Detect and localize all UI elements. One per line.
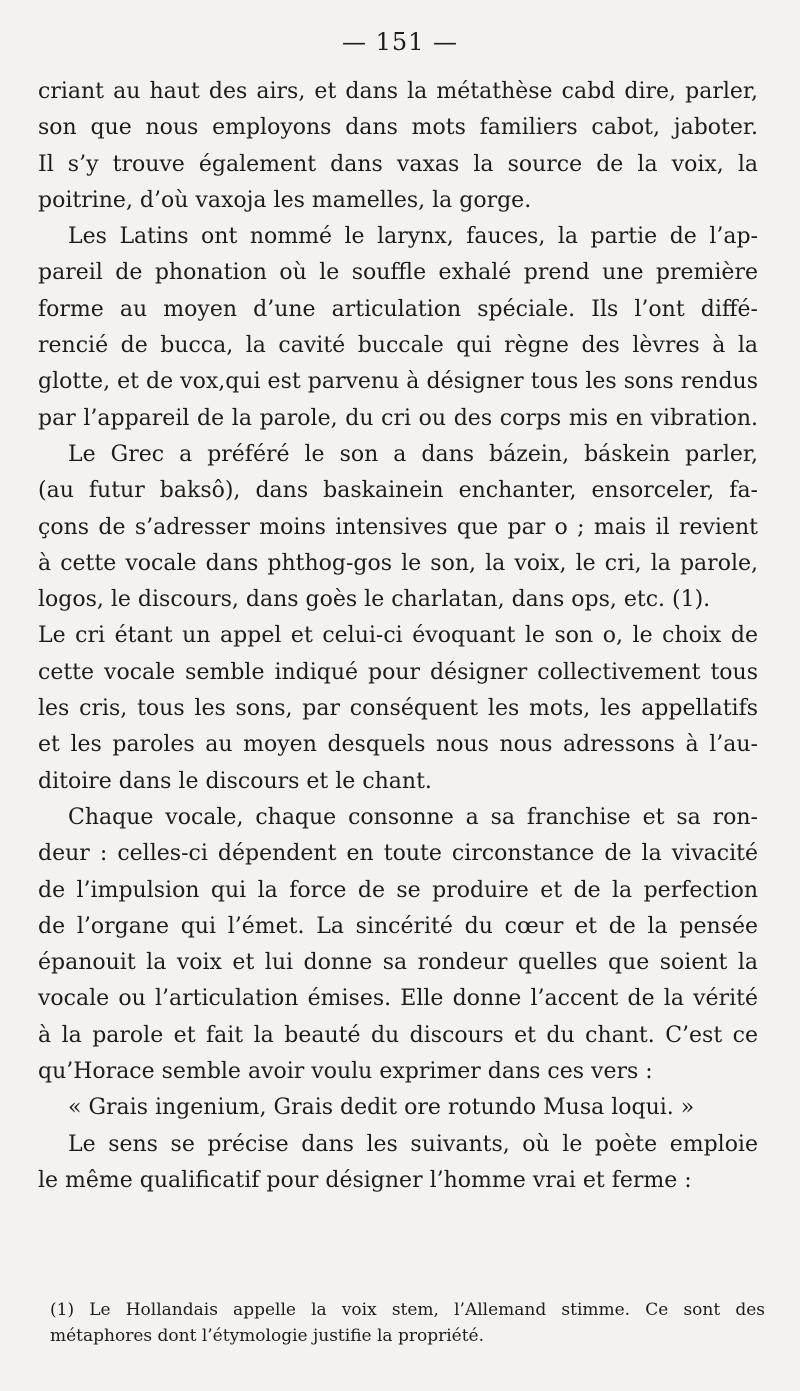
- text-line: par l’appareil de la parole, du cri ou des corps mis en vibration.: [38, 405, 758, 431]
- text-line: cette vocale semble indiqué pour désigner collectivement tous: [38, 659, 758, 685]
- text-line: et les paroles au moyen desquels nous nous adressons à l’au-: [38, 732, 758, 758]
- footnote-line: (1) Le Hollandais appelle la voix stem, l’Allemand stimme. Ce sont des: [50, 1300, 765, 1320]
- page-number: — 151 —: [341, 28, 459, 56]
- text-line: poitrine, d’où vaxoja les mamelles, la gorge.: [38, 187, 532, 213]
- text-line: pareil de phonation où le souffle exhalé prend une première: [38, 260, 758, 286]
- text-line: Le Grec a préféré le son a dans bázein, báskein parler,: [68, 441, 758, 467]
- text-line: Les Latins ont nommé le larynx, fauces, la partie de l’ap-: [68, 224, 758, 250]
- text-line: son que nous employons dans mots familiers cabot, jaboter.: [38, 115, 758, 141]
- text-line: criant au haut des airs, et dans la métathèse cabd dire, parler,: [38, 79, 758, 104]
- text-line: Chaque vocale, chaque consonne a sa franchise et sa ron-: [68, 804, 758, 830]
- text-line: à la parole et fait la beauté du discours et du chant. C’est ce: [38, 1022, 758, 1048]
- text-line: (au futur baksô), dans baskainein enchanter, ensorceler, fa-: [38, 478, 758, 504]
- text-line: vocale ou l’articulation émises. Elle donne l’accent de la vérité: [38, 986, 758, 1012]
- text-line: les cris, tous les sons, par conséquent les mots, les appellatifs: [38, 696, 758, 722]
- text-line: deur : celles-ci dépendent en toute circonstance de la vivacité: [38, 841, 758, 867]
- text-line: à cette vocale dans phthog-gos le son, la voix, le cri, la parole,: [38, 550, 758, 576]
- footnote: [50, 1297, 765, 1349]
- text-line: Le sens se précise dans les suivants, où le poète emploie: [68, 1131, 758, 1157]
- text-line: glotte, et de vox,qui est parvenu à désigner tous les sons rendus: [38, 369, 758, 395]
- text-line: le même qualificatif pour désigner l’homme vrai et ferme :: [38, 1167, 692, 1193]
- text-line: épanouit la voix et lui donne sa rondeur quelles que soient la: [38, 950, 758, 976]
- footnote-line: métaphores dont l’étymologie justifie la propriété.: [50, 1326, 485, 1346]
- text-line: de l’organe qui l’émet. La sincérité du cœur et de la pensée: [38, 913, 758, 939]
- quote-line: « Grais ingenium, Grais dedit ore rotundo Musa loqui. »: [68, 1095, 695, 1121]
- main-text: [38, 74, 758, 1199]
- text-line: Il s’y trouve également dans vaxas la source de la voix, la: [38, 151, 758, 177]
- text-line: logos, le discours, dans goès le charlatan, dans ops, etc. (1).: [38, 587, 711, 613]
- text-line: çons de s’adresser moins intensives que par o ; mais il revient: [38, 514, 758, 540]
- text-line: ditoire dans le discours et le chant.: [38, 768, 432, 794]
- text-line: Le cri étant un appel et celui-ci évoquant le son o, le choix de: [38, 623, 758, 649]
- text-line: qu’Horace semble avoir voulu exprimer dans ces vers :: [38, 1059, 653, 1085]
- text-line: de l’impulsion qui la force de se produire et de la perfection: [38, 877, 758, 903]
- text-line: rencié de bucca, la cavité buccale qui règne des lèvres à la: [38, 333, 758, 359]
- text-line: forme au moyen d’une articulation spéciale. Ils l’ont diffé-: [38, 296, 758, 322]
